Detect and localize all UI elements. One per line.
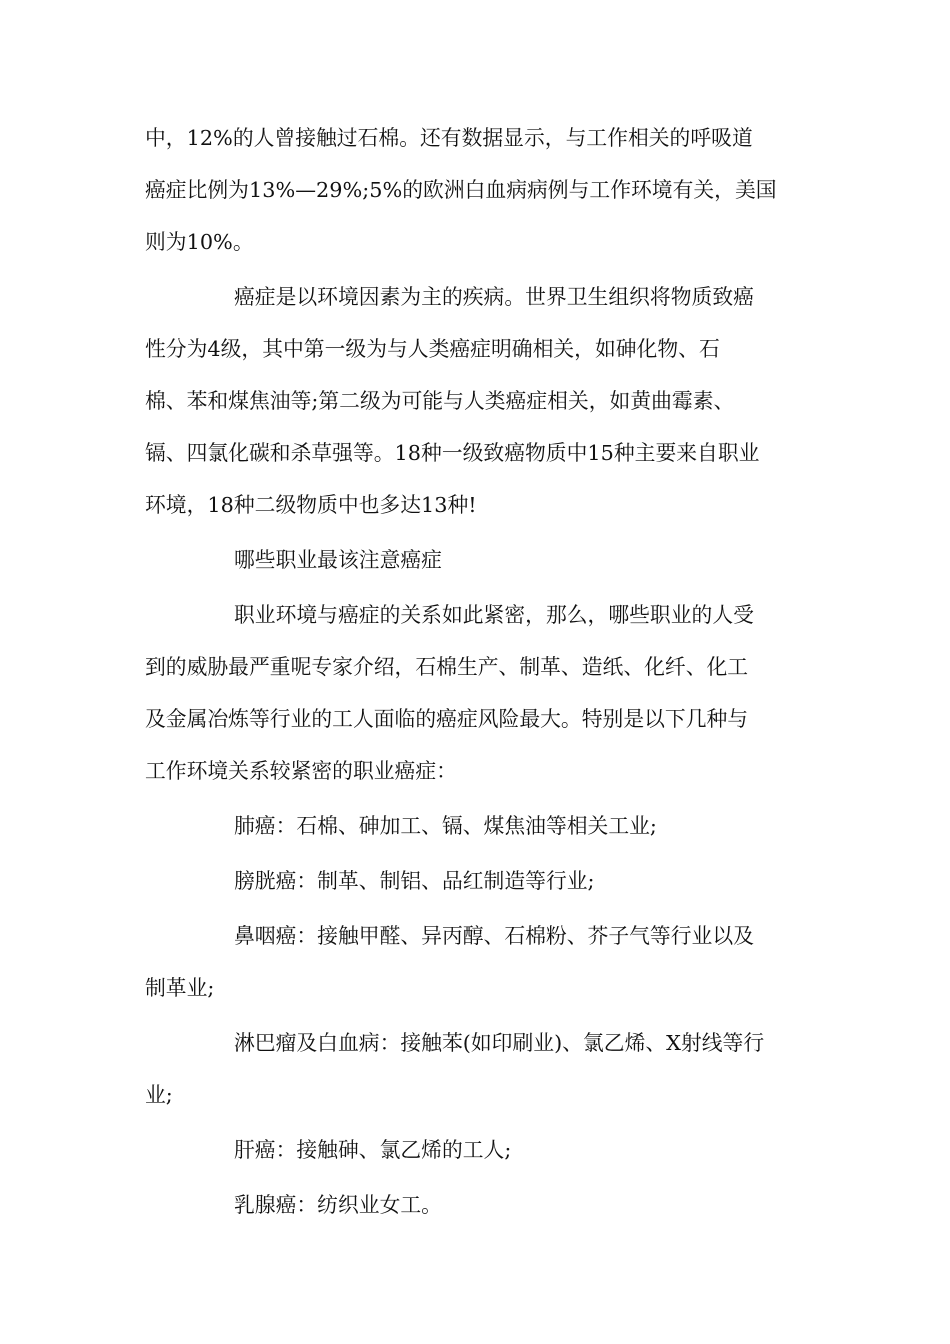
text-line: 环境，18种二级物质中也多达13种! [145, 493, 477, 517]
text-line: 乳腺癌：纺织业女工。 [234, 1193, 442, 1217]
text-line: 工作环境关系较紧密的职业癌症： [145, 759, 457, 783]
heading-text: 哪些职业最该注意癌症 [234, 548, 442, 572]
document-body [145, 112, 807, 1234]
text-line: 鼻咽癌：接触甲醛、异丙醇、石棉粉、芥子气等行业以及 [234, 924, 754, 948]
text-line: 制革业; [145, 976, 215, 1000]
paragraph-carcinogen-classification [145, 271, 807, 531]
list-item-breast-cancer [145, 1179, 807, 1231]
list-item-lung-cancer [145, 800, 807, 852]
list-item-nasopharyngeal-cancer [145, 910, 807, 1014]
text-line: 肝癌：接触砷、氯乙烯的工人; [234, 1138, 512, 1162]
text-line: 肺癌：石棉、砷加工、镉、煤焦油等相关工业; [234, 814, 657, 838]
text-line: 癌症是以环境因素为主的疾病。世界卫生组织将物质致癌 [234, 285, 754, 309]
text-line: 业; [145, 1083, 173, 1107]
paragraph-high-risk-industries [145, 589, 807, 797]
text-line: 性分为4级，其中第一级为与人类癌症明确相关，如砷化物、石 [145, 337, 720, 361]
list-item-bladder-cancer [145, 855, 807, 907]
text-line: 则为10%。 [145, 230, 254, 254]
text-line: 及金属冶炼等行业的工人面临的癌症风险最大。特别是以下几种与 [145, 707, 749, 731]
section-heading [145, 534, 807, 586]
text-line: 淋巴瘤及白血病：接触苯(如印刷业)、氯乙烯、X射线等行 [234, 1031, 765, 1055]
text-line: 膀胱癌：制革、制铝、品红制造等行业; [234, 869, 595, 893]
text-line: 中，12%的人曾接触过石棉。还有数据显示，与工作相关的呼吸道 [145, 126, 753, 150]
text-line: 职业环境与癌症的关系如此紧密，那么，哪些职业的人受 [234, 603, 754, 627]
list-item-lymphoma-leukemia [145, 1017, 807, 1121]
text-line: 镉、四氯化碳和杀草强等。18种一级致癌物质中15种主要来自职业 [145, 441, 760, 465]
text-line: 棉、苯和煤焦油等;第二级为可能与人类癌症相关，如黄曲霉素、 [145, 389, 735, 413]
paragraph-asbestos-statistics [145, 112, 807, 268]
list-item-liver-cancer [145, 1124, 807, 1176]
text-line: 癌症比例为13%—29%;5%的欧洲白血病病例与工作环境有关，美国 [145, 178, 777, 202]
text-line: 到的威胁最严重呢专家介绍，石棉生产、制革、造纸、化纤、化工 [145, 655, 749, 679]
